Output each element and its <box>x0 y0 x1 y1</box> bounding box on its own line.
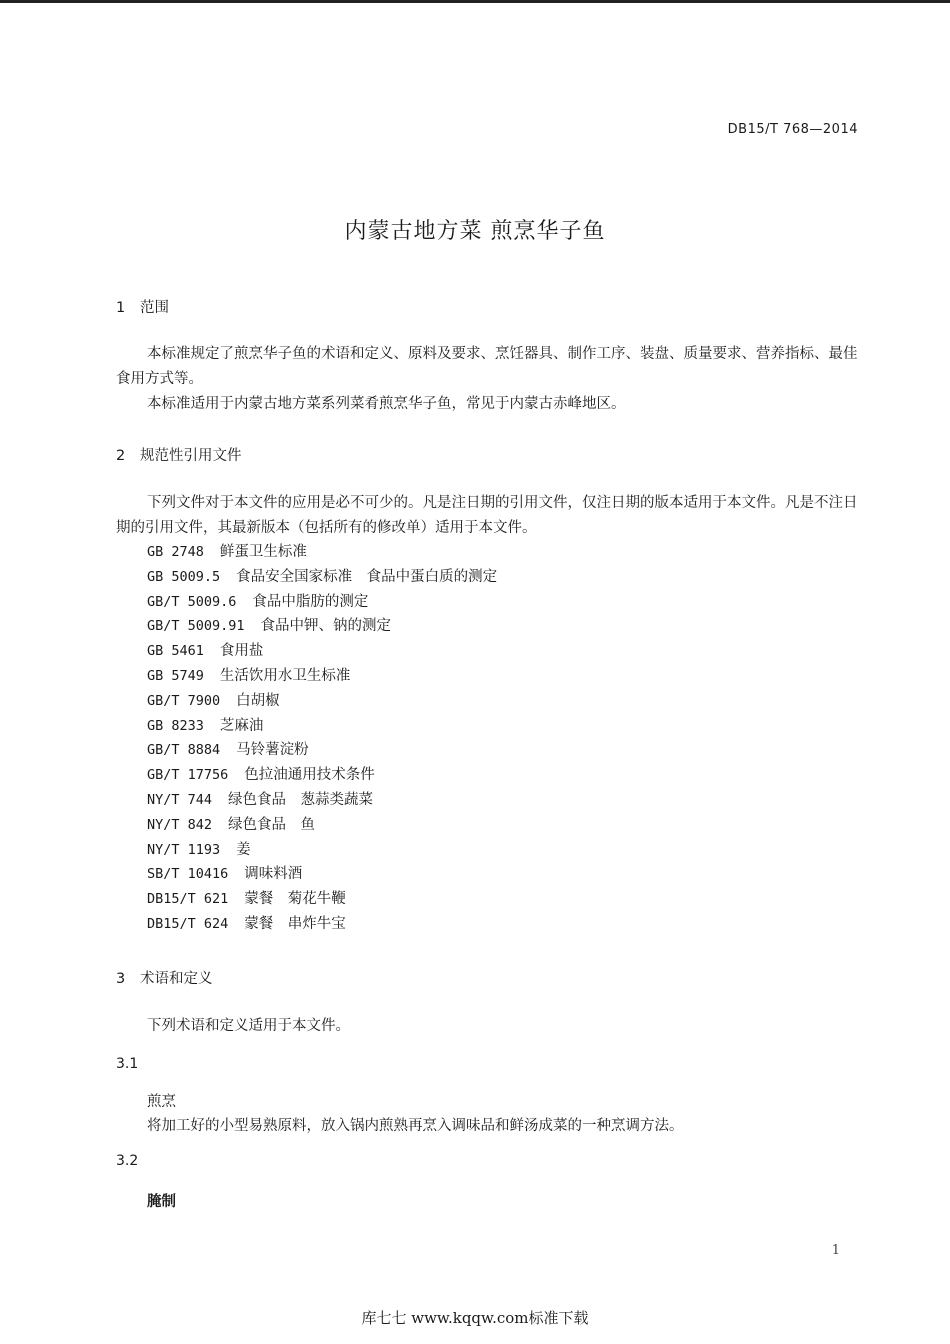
ref-code: GB 5009.5 <box>147 568 221 585</box>
footer-watermark: 库七七 www.kqqw.com标准下载 <box>361 1309 589 1327</box>
ref-code: SB/T 10416 <box>147 866 229 883</box>
section-3-heading <box>116 967 213 988</box>
reference-item <box>147 590 497 615</box>
ref-title: 生活饮用水卫生标准 <box>219 667 351 684</box>
ref-title: 调味料酒 <box>244 866 303 883</box>
ref-title: 食品中钾、钠的测定 <box>260 618 392 635</box>
ref-title: 色拉油通用技术条件 <box>244 767 375 784</box>
term-definition: 将加工好的小型易熟原料，放入锅内煎熟再烹入调味品和鲜汤成菜的一种烹调方法。 <box>147 1118 684 1134</box>
section-number: 3 <box>116 971 126 987</box>
ref-title: 马铃薯淀粉 <box>236 742 309 759</box>
scope-paragraph-1: 本标准规定了煎烹华子鱼的术语和定义、原料及要求、烹饪器具、制作工序、装盘、质量要求、营养指标、最佳食用方式等。 <box>116 346 858 387</box>
ref-title: 姜 <box>236 841 251 858</box>
terms-intro: 下列术语和定义适用于本文件。 <box>147 1018 350 1034</box>
reference-item <box>147 862 497 887</box>
ref-title: 蒙餐 菊花牛鞭 <box>244 891 346 908</box>
page-number: 1 <box>831 1243 840 1258</box>
reference-item <box>147 838 497 863</box>
term-name: 腌制 <box>147 1194 176 1210</box>
reference-item <box>147 540 497 565</box>
section-title: 范围 <box>140 300 169 316</box>
ref-code: GB/T 5009.91 <box>147 618 245 635</box>
ref-title: 白胡椒 <box>236 692 280 709</box>
ref-code: NY/T 1193 <box>147 841 221 858</box>
references-intro: 下列文件对于本文件的应用是必不可少的。凡是注日期的引用文件，仅注日期的版本适用于本文件。凡是不注日期的引用文件，其最新版本（包括所有的修改单）适用于本文件。 <box>116 495 858 536</box>
section-2-heading <box>116 444 242 465</box>
ref-code: NY/T 842 <box>147 816 213 833</box>
reference-item <box>147 614 497 639</box>
section-number: 1 <box>116 300 126 316</box>
ref-title: 绿色食品 鱼 <box>228 816 316 833</box>
ref-code: GB 2748 <box>147 544 204 560</box>
reference-item <box>147 714 497 739</box>
term-number: 3.1 <box>116 1056 139 1072</box>
ref-code: NY/T 744 <box>147 791 213 808</box>
ref-code: GB 5461 <box>147 643 204 660</box>
document-code: DB15/T 768—2014 <box>727 122 858 137</box>
reference-item <box>147 763 497 788</box>
term-name: 煎烹 <box>147 1094 176 1110</box>
reference-item <box>147 738 497 763</box>
ref-code: GB/T 17756 <box>147 767 229 784</box>
reference-item <box>147 912 497 937</box>
ref-title: 食用盐 <box>219 643 264 660</box>
ref-code: GB 8233 <box>147 717 204 734</box>
ref-title: 鲜蛋卫生标准 <box>219 544 307 560</box>
ref-code: GB 5749 <box>147 667 204 684</box>
ref-title: 蒙餐 串炸牛宝 <box>244 915 346 932</box>
reference-item <box>147 689 497 714</box>
reference-item <box>147 788 497 813</box>
reference-item <box>147 565 497 590</box>
ref-title: 芝麻油 <box>219 717 264 734</box>
ref-code: GB/T 5009.6 <box>147 593 237 610</box>
ref-code: DB15/T 624 <box>147 915 229 932</box>
scope-paragraph-2: 本标准适用于内蒙古地方菜系列菜肴煎烹华子鱼，常见于内蒙古赤峰地区。 <box>147 396 626 412</box>
ref-title: 食品中脂肪的测定 <box>252 593 369 610</box>
reference-item <box>147 639 497 664</box>
section-title: 术语和定义 <box>140 971 213 987</box>
ref-title: 绿色食品 葱蒜类蔬菜 <box>228 791 374 808</box>
reference-item <box>147 887 497 912</box>
reference-list <box>147 540 497 937</box>
term-number: 3.2 <box>116 1153 139 1169</box>
ref-code: GB/T 8884 <box>147 742 221 759</box>
document-title: 内蒙古地方菜 煎烹华子鱼 <box>344 219 606 244</box>
top-border-line <box>0 0 950 3</box>
section-title: 规范性引用文件 <box>140 448 242 464</box>
section-1-heading <box>116 296 169 317</box>
reference-item <box>147 813 497 838</box>
ref-title: 食品安全国家标准 食品中蛋白质的测定 <box>236 568 498 585</box>
reference-item <box>147 664 497 689</box>
ref-code: DB15/T 621 <box>147 891 229 908</box>
section-number: 2 <box>116 448 126 464</box>
ref-code: GB/T 7900 <box>147 692 221 709</box>
